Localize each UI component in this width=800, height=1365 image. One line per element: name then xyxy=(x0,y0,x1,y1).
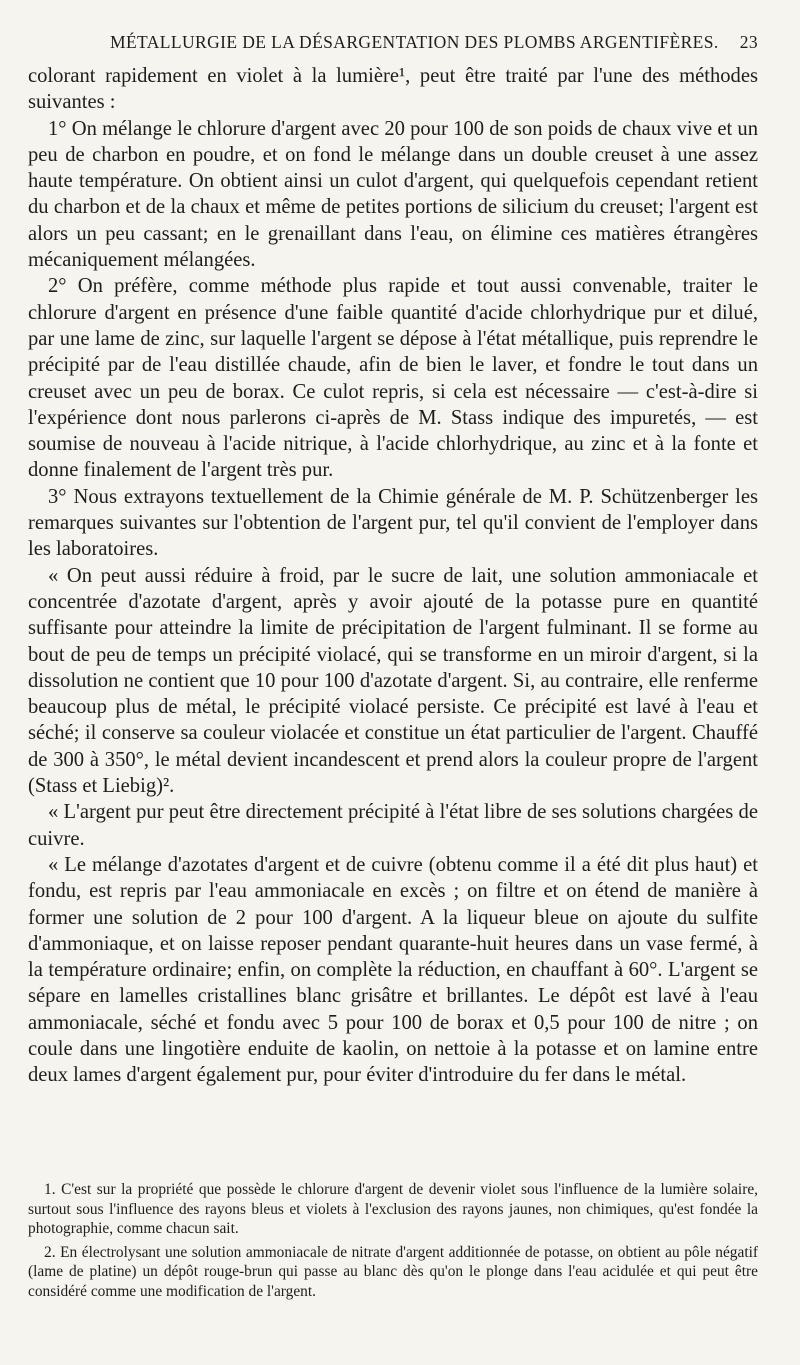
page-number: 23 xyxy=(739,32,758,52)
footnote: 1. C'est sur la propriété que possède le chlorure d'argent de devenir violet sous l'influence de la lumière solaire, surtout sous l'influence des rayons bleus et violets à l'exclusion des rayons jaunes, non chimiques, qu'est fondée la photographie, comme chacun sait. xyxy=(28,1181,758,1237)
paragraph: colorant rapidement en violet à la lumière¹, peut être traité par l'une des méthodes suivantes : xyxy=(28,65,758,114)
running-head-title: MÉTALLURGIE DE LA DÉSARGENTATION DES PLOMBS ARGENTIFÈRES. xyxy=(110,32,719,52)
paragraph: 2° On préfère, comme méthode plus rapide et tout aussi convenable, traiter le chlorure d'argent en présence d'une faible quantité d'acide chlorhydrique pur et dilué, par une lame de zinc, sur laquelle l'argent se dépose à l'état métallique, puis reprendre le précipité par de l'eau distillée chaude, afin de bien le laver, et fondre le tout dans un creuset avec un peu de borax. Ce culot repris, si cela est nécessaire — c'est-à-dire si l'expérience dont nous parlerons ci-après de M. Stass indique des impuretés, — est soumise de nouveau à l'acide nitrique, à l'acide chlorhydrique, au zinc et à la fonte et donne finalement de l'argent très pur. xyxy=(28,275,758,482)
paragraph: « Le mélange d'azotates d'argent et de cuivre (obtenu comme il a été dit plus haut) et fondu, est repris par l'eau ammoniacale en excès ; on filtre et on étend de manière à former une solution de 2 pour 100 d'argent. A la liqueur bleue on ajoute du sulfite d'ammoniaque, et on laisse reposer pendant quarante-huit heures dans un vase fermé, à la température ordinaire; enfin, on complète la réduction, en chauffant à 60°. L'argent se sépare en lamelles cristallines blanc grisâtre et brillantes. Le dépôt est lavé à l'eau ammoniacale, séché et fondu avec 5 pour 100 de borax et 0,5 pour 100 de nitre ; on coule dans une lingotière enduite de kaolin, on nettoie à la potasse et on lamine entre deux lames d'argent également pur, pour éviter d'introduire du fer dans le métal. xyxy=(28,853,758,1087)
paragraph: « On peut aussi réduire à froid, par le sucre de lait, une solution ammoniacale et concentrée d'azotate d'argent, après y avoir ajouté de la potasse pure en quantité suffisante pour atteindre la limite de précipitation de l'argent fulminant. Il se forme au bout de peu de temps un précipité violacé, qui se transforme en un miroir d'argent, si la dissolution ne contient que 10 pour 100 d'azotate d'argent. Si, au contraire, elle renferme beaucoup plus de métal, le précipité violacé persiste. Ce précipité est lavé à l'eau et séché; il conserve sa couleur violacée et constitue un état particulier de l'argent. Chauffé de 300 à 350°, le métal devient incandescent et prend alors la couleur propre de l'argent (Stass et Liebig)². xyxy=(28,564,758,798)
footnote: 2. En électrolysant une solution ammoniacale de nitrate d'argent additionnée de potasse, on obtient au pôle négatif (lame de platine) un dépôt rouge-brun qui passe au blanc dès qu'on le plonge dans l'eau acidulée et qui peut être considéré comme une modification de l'argent. xyxy=(28,1243,758,1300)
footnotes xyxy=(28,1180,758,1301)
body-text xyxy=(28,63,758,1089)
paragraph: 1° On mélange le chlorure d'argent avec 20 pour 100 de son poids de chaux vive et un peu de charbon en poudre, et on fond le mélange dans un double creuset à une assez haute température. On obtient ainsi un culot d'argent, qui quelquefois cependant retient du charbon et de la chaux et même de petites portions de silicium du creuset; l'argent est alors un peu cassant; en le grenaillant dans l'eau, on élimine ces matières étrangères mécaniquement mélangées. xyxy=(28,117,758,272)
paragraph: 3° Nous extrayons textuellement de la Chimie générale de M. P. Schützenberger les remarques suivantes sur l'obtention de l'argent pur, tel qu'il convient de l'employer dans les laboratoires. xyxy=(28,485,758,561)
paragraph: « L'argent pur peut être directement précipité à l'état libre de ses solutions chargées de cuivre. xyxy=(28,801,758,850)
